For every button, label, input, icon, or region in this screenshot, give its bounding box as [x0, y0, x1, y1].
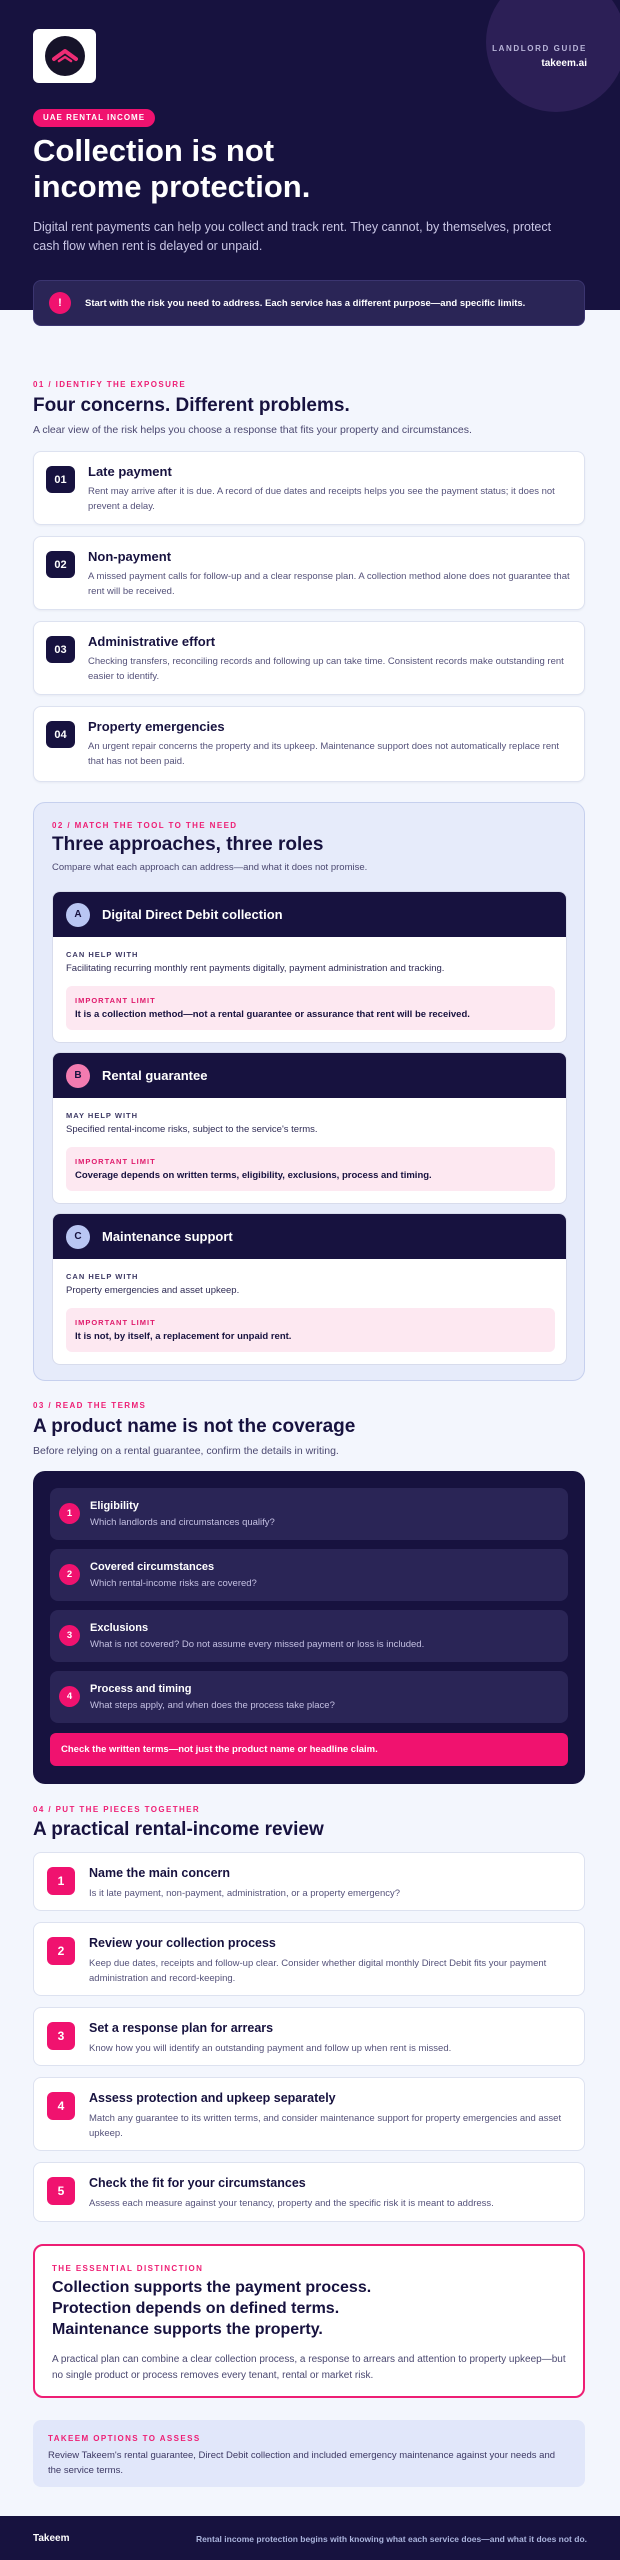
important-limit [66, 1308, 555, 1352]
section2-lead: Compare what each approach can address—and what it does not promise. [52, 862, 368, 873]
approach-description: Specified rental-income risks, subject to the service's terms. [66, 1124, 318, 1135]
step-title: Name the main concern [89, 1866, 231, 1880]
footer-brand[interactable]: Takeem [33, 2533, 70, 2544]
title-line-2: income protection. [33, 169, 311, 204]
category-pill: UAE RENTAL INCOME [33, 109, 155, 127]
step-text: Assess each measure against your tenancy, property and the specific risk it is meant to address. [89, 2198, 494, 2209]
takeem-logo-icon [45, 36, 85, 76]
limit-text: It is a collection method—not a rental guarantee or assurance that rent will be received. [75, 1009, 470, 1020]
term-number: 1 [59, 1503, 80, 1524]
important-limit [66, 986, 555, 1030]
review-step [33, 1852, 585, 1911]
limit-text: Coverage depends on written terms, eligibility, exclusions, process and timing. [75, 1170, 432, 1181]
step-title: Check the fit for your circumstances [89, 2176, 306, 2190]
concern-text: A missed payment calls for follow-up and a clear response plan. A collection method alone does not guarantee that rent will be received. [88, 571, 570, 597]
section1-lead: A clear view of the risk helps you choose a response that fits your property and circumstances. [33, 424, 472, 436]
concern-title: Administrative effort [88, 634, 216, 649]
term-title: Covered circumstances [90, 1561, 215, 1573]
approach-card-b [52, 1052, 567, 1204]
check-terms-callout: Check the written terms—not just the product name or headline claim. [50, 1733, 568, 1766]
term-number: 3 [59, 1625, 80, 1646]
section3-lead: Before relying on a rental guarantee, confirm the details in writing. [33, 1445, 339, 1457]
term-text: What is not covered? Do not assume every missed payment or loss is included. [90, 1639, 425, 1650]
important-limit [66, 1147, 555, 1191]
step-text: Know how you will identify an outstanding payment and follow up when rent is missed. [89, 2043, 452, 2054]
hero-callout [33, 280, 585, 326]
term-number: 2 [59, 1564, 80, 1585]
step-number: 1 [47, 1867, 75, 1895]
term-title: Eligibility [90, 1500, 139, 1512]
concern-text: An urgent repair concerns the property and its upkeep. Maintenance support does not automatically replace rent that has not been paid. [88, 741, 560, 767]
distinction-line-1: Collection supports the payment process. [52, 2279, 372, 2296]
terms-panel [33, 1471, 585, 1784]
approach-description: Facilitating recurring monthly rent payments digitally, payment administration and tracking. [66, 963, 445, 974]
step-title: Assess protection and upkeep separately [89, 2091, 336, 2105]
approach-header [53, 892, 566, 937]
approach-header [53, 1214, 566, 1259]
step-number: 2 [47, 1937, 75, 1965]
concern-title: Property emergencies [88, 719, 225, 734]
takeem-options [33, 2420, 585, 2487]
distinction-line-3: Maintenance supports the property. [52, 2321, 323, 2338]
step-title: Review your collection process [89, 1936, 276, 1950]
approach-description: Property emergencies and asset upkeep. [66, 1285, 240, 1296]
step-text: Is it late payment, non-payment, administration, or a property emergency? [89, 1888, 401, 1899]
term-number: 4 [59, 1686, 80, 1707]
review-step [33, 1922, 585, 1996]
limit-caption: IMPORTANT LIMIT [75, 1318, 156, 1327]
site-link[interactable]: takeem.ai [541, 58, 587, 69]
hero [0, 0, 620, 310]
approach-badge: B [66, 1064, 90, 1088]
hero-callout-text: Start with the risk you need to address. Each service has a different purpose—and specific limits. [85, 297, 526, 309]
section3-title: A product name is not the coverage [33, 1416, 356, 1437]
term-item [50, 1549, 568, 1601]
concern-text: Checking transfers, reconciling records and following up can take time. Consistent records make outstanding rent easier to identify. [88, 656, 564, 682]
step-text: Match any guarantee to its written terms, and consider maintenance support for property emergencies and asset upkeep. [89, 2113, 562, 2139]
term-title: Exclusions [90, 1622, 149, 1634]
footer [0, 2516, 620, 2560]
concern-text: Rent may arrive after it is due. A record of due dates and receipts helps you see the payment status; it does not prevent a delay. [88, 486, 555, 512]
options-text: Review Takeem's rental guarantee, Direct Debit collection and included emergency maintenance against your needs and the service terms. [48, 2450, 556, 2476]
options-caption: TAKEEM OPTIONS TO ASSESS [48, 2434, 201, 2443]
distinction-caption: THE ESSENTIAL DISTINCTION [52, 2264, 204, 2273]
approach-caption: CAN HELP WITH [66, 1272, 139, 1281]
step-number: 4 [47, 2092, 75, 2120]
approach-title: Digital Direct Debit collection [102, 907, 283, 922]
term-item [50, 1488, 568, 1540]
term-text: What steps apply, and when does the process take place? [90, 1700, 335, 1711]
approach-header [53, 1053, 566, 1098]
approaches-panel [33, 802, 585, 1381]
limit-caption: IMPORTANT LIMIT [75, 1157, 156, 1166]
approach-caption: CAN HELP WITH [66, 950, 139, 959]
step-number: 5 [47, 2177, 75, 2205]
section4-title: A practical rental-income review [33, 1819, 324, 1840]
step-number: 3 [47, 2022, 75, 2050]
section1-title: Four concerns. Different problems. [33, 395, 350, 416]
concern-title: Non-payment [88, 549, 172, 564]
term-text: Which landlords and circumstances qualify? [90, 1517, 275, 1528]
guide-label: LANDLORD GUIDE [492, 44, 587, 53]
footer-tagline: Rental income protection begins with knowing what each service does—and what it does not do. [195, 2534, 587, 2544]
term-item [50, 1671, 568, 1723]
step-text: Keep due dates, receipts and follow-up clear. Consider whether digital monthly Direct Debit fits your payment administration and record-keeping. [89, 1958, 547, 1984]
concern-title: Late payment [88, 464, 172, 479]
concern-number: 01 [46, 466, 75, 493]
review-step [33, 2162, 585, 2222]
distinction-text: A practical plan can combine a clear collection process, a response to arrears and attention to property upkeep—but no single product or process removes every tenant, rental or market risk. [52, 2354, 566, 2381]
section4-kicker: 04 / PUT THE PIECES TOGETHER [33, 1805, 201, 1814]
approach-caption: MAY HELP WITH [66, 1111, 139, 1120]
term-title: Process and timing [90, 1683, 192, 1695]
concern-number: 04 [46, 721, 75, 748]
limit-caption: IMPORTANT LIMIT [75, 996, 156, 1005]
section1-kicker: 01 / IDENTIFY THE EXPOSURE [33, 380, 187, 389]
review-step [33, 2077, 585, 2151]
concern-number: 03 [46, 636, 75, 663]
logo[interactable] [33, 29, 96, 83]
term-item [50, 1610, 568, 1662]
step-title: Set a response plan for arrears [89, 2021, 274, 2035]
page-title [33, 133, 573, 205]
approach-card-c [52, 1213, 567, 1365]
approach-title: Maintenance support [102, 1229, 233, 1244]
title-line-1: Collection is not [33, 133, 275, 168]
section2-title: Three approaches, three roles [52, 834, 324, 855]
section2-kicker: 02 / MATCH THE TOOL TO THE NEED [52, 821, 238, 830]
approach-card-a [52, 891, 567, 1043]
concern-card [33, 536, 585, 610]
concern-card [33, 621, 585, 695]
hero-decor-circle [486, 0, 620, 112]
term-text: Which rental-income risks are covered? [90, 1578, 257, 1589]
hero-subtitle: Digital rent payments can help you collect and track rent. They cannot, by themselves, protect cash flow when rent is delayed or unpaid. [33, 220, 552, 253]
limit-text: It is not, by itself, a replacement for unpaid rent. [75, 1331, 292, 1342]
concern-card [33, 706, 585, 782]
approach-title: Rental guarantee [102, 1068, 208, 1083]
exclamation-icon: ! [49, 292, 71, 314]
concern-number: 02 [46, 551, 75, 578]
approach-badge: C [66, 1225, 90, 1249]
approach-badge: A [66, 903, 90, 927]
essential-distinction [33, 2244, 585, 2398]
distinction-line-2: Protection depends on defined terms. [52, 2300, 340, 2317]
section3-kicker: 03 / READ THE TERMS [33, 1401, 147, 1410]
concern-card [33, 451, 585, 525]
review-step [33, 2007, 585, 2066]
